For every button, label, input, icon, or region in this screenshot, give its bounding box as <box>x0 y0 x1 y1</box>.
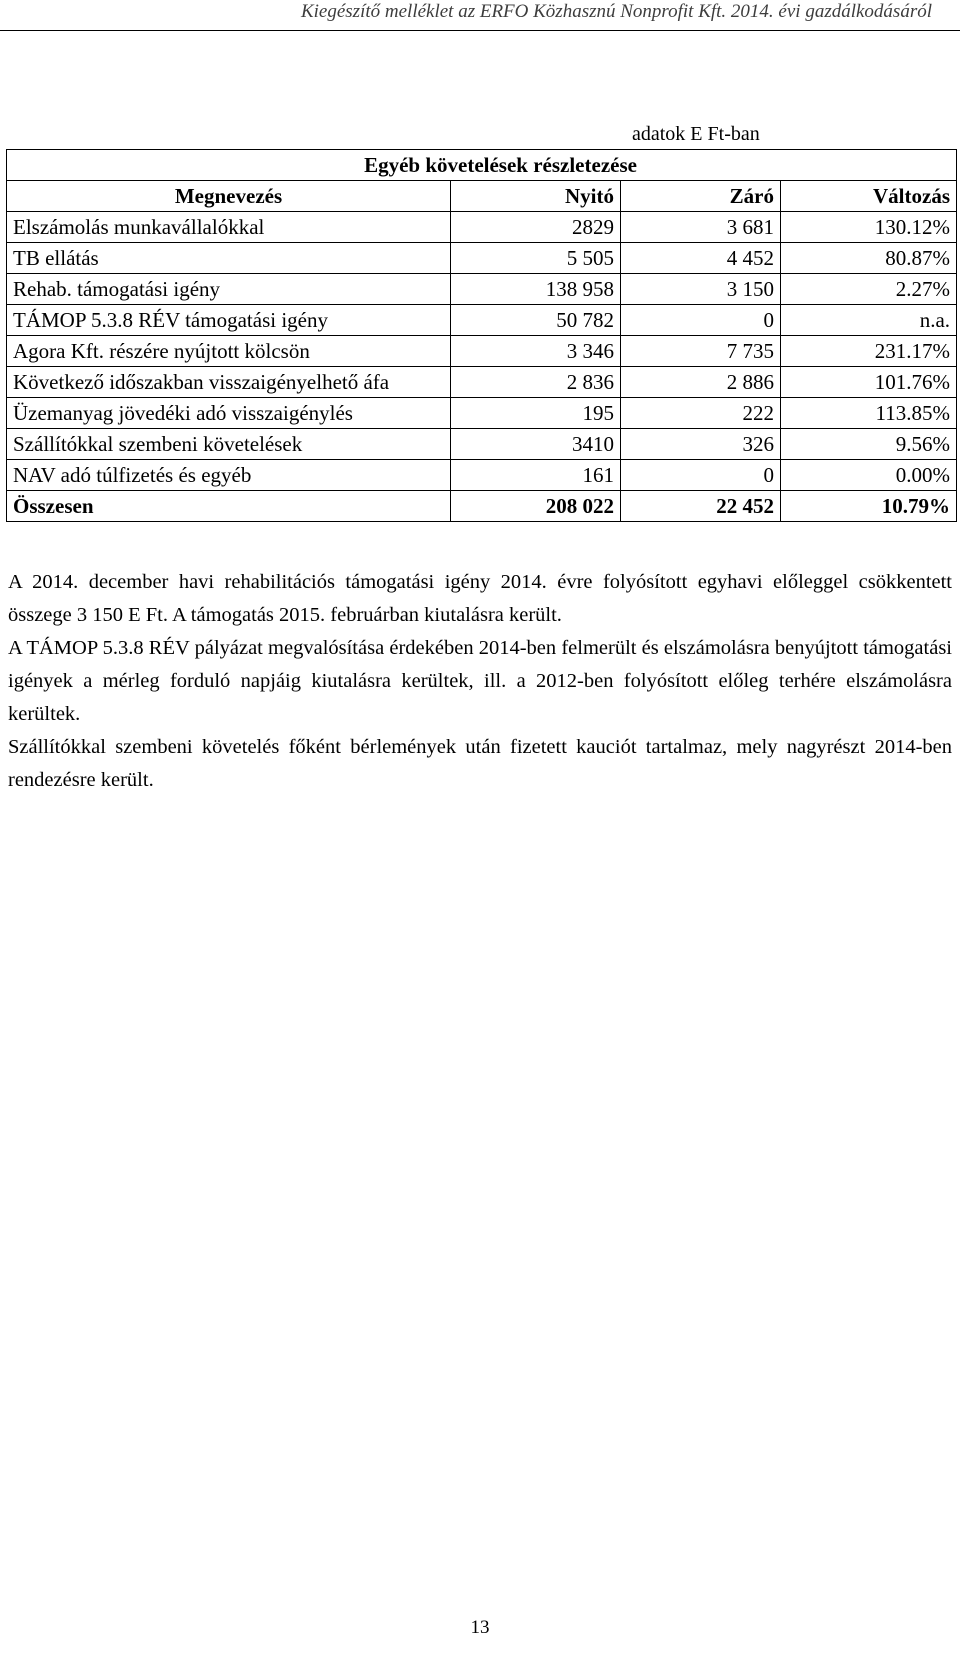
row-close: 2 886 <box>621 367 781 398</box>
table-row <box>7 398 957 429</box>
row-open: 2 836 <box>451 367 621 398</box>
row-change: 130.12% <box>781 212 957 243</box>
column-header-open: Nyitó <box>451 181 621 212</box>
row-close: 0 <box>621 305 781 336</box>
row-open: 3410 <box>451 429 621 460</box>
note-paragraph-tamop: A TÁMOP 5.3.8 RÉV pályázat megvalósítása érdekében 2014-ben felmerült és elszámolásra benyújtott támogatási igények a mérleg forduló napjáig kiutalásra kerültek, ill. a 2012-ben folyósított előleg terhére elszámolásra kerültek. <box>8 637 952 725</box>
row-change: 113.85% <box>781 398 957 429</box>
unit-note: adatok E Ft-ban <box>632 123 760 145</box>
total-open: 208 022 <box>451 491 621 522</box>
notes-section <box>8 566 952 797</box>
table-row <box>7 367 957 398</box>
row-close: 7 735 <box>621 336 781 367</box>
row-open: 3 346 <box>451 336 621 367</box>
row-open: 161 <box>451 460 621 491</box>
table-header-row <box>7 181 957 212</box>
row-name: NAV adó túlfizetés és egyéb <box>7 460 451 491</box>
row-change: 80.87% <box>781 243 957 274</box>
row-name: TB ellátás <box>7 243 451 274</box>
row-close: 3 150 <box>621 274 781 305</box>
table-row <box>7 429 957 460</box>
row-name: Rehab. támogatási igény <box>7 274 451 305</box>
row-open: 50 782 <box>451 305 621 336</box>
table-title: Egyéb követelések részletezése <box>7 150 957 181</box>
table-row <box>7 336 957 367</box>
row-name: Üzemanyag jövedéki adó visszaigénylés <box>7 398 451 429</box>
table-total-row <box>7 491 957 522</box>
column-header-change: Változás <box>781 181 957 212</box>
row-open: 2829 <box>451 212 621 243</box>
total-name: Összesen <box>7 491 451 522</box>
row-change: 231.17% <box>781 336 957 367</box>
row-change: 0.00% <box>781 460 957 491</box>
row-change: n.a. <box>781 305 957 336</box>
page-header <box>0 0 960 31</box>
row-open: 5 505 <box>451 243 621 274</box>
row-open: 195 <box>451 398 621 429</box>
table-row <box>7 243 957 274</box>
row-close: 4 452 <box>621 243 781 274</box>
row-close: 326 <box>621 429 781 460</box>
total-close: 22 452 <box>621 491 781 522</box>
table-row <box>7 212 957 243</box>
table-row <box>7 305 957 336</box>
table-row <box>7 460 957 491</box>
row-close: 3 681 <box>621 212 781 243</box>
row-name: Következő időszakban visszaigényelhető áfa <box>7 367 451 398</box>
row-name: Elszámolás munkavállalókkal <box>7 212 451 243</box>
row-close: 222 <box>621 398 781 429</box>
row-open: 138 958 <box>451 274 621 305</box>
row-close: 0 <box>621 460 781 491</box>
receivables-table <box>6 149 957 522</box>
note-paragraph-rehab: A 2014. december havi rehabilitációs támogatási igény 2014. évre folyósított egyhavi előleggel csökkentett összege 3 150 E Ft. A támogatás 2015. februárban kiutalásra került. <box>8 571 952 626</box>
row-name: Szállítókkal szembeni követelések <box>7 429 451 460</box>
header-title: Kiegészítő melléklet az ERFO Közhasznú Nonprofit Kft. 2014. évi gazdálkodásáról <box>300 1 932 22</box>
column-header-name: Megnevezés <box>7 181 451 212</box>
row-change: 9.56% <box>781 429 957 460</box>
row-change: 101.76% <box>781 367 957 398</box>
row-name: TÁMOP 5.3.8 RÉV támogatási igény <box>7 305 451 336</box>
table-title-row <box>7 150 957 181</box>
note-paragraph-suppliers: Szállítókkal szembeni követelés főként bérlemények után fizetett kauciót tartalmaz, mely nagyrészt 2014-ben rendezésre került. <box>8 736 952 791</box>
column-header-close: Záró <box>621 181 781 212</box>
row-change: 2.27% <box>781 274 957 305</box>
total-change: 10.79% <box>781 491 957 522</box>
page-number: 13 <box>470 1617 490 1638</box>
row-name: Agora Kft. részére nyújtott kölcsön <box>7 336 451 367</box>
table-row <box>7 274 957 305</box>
